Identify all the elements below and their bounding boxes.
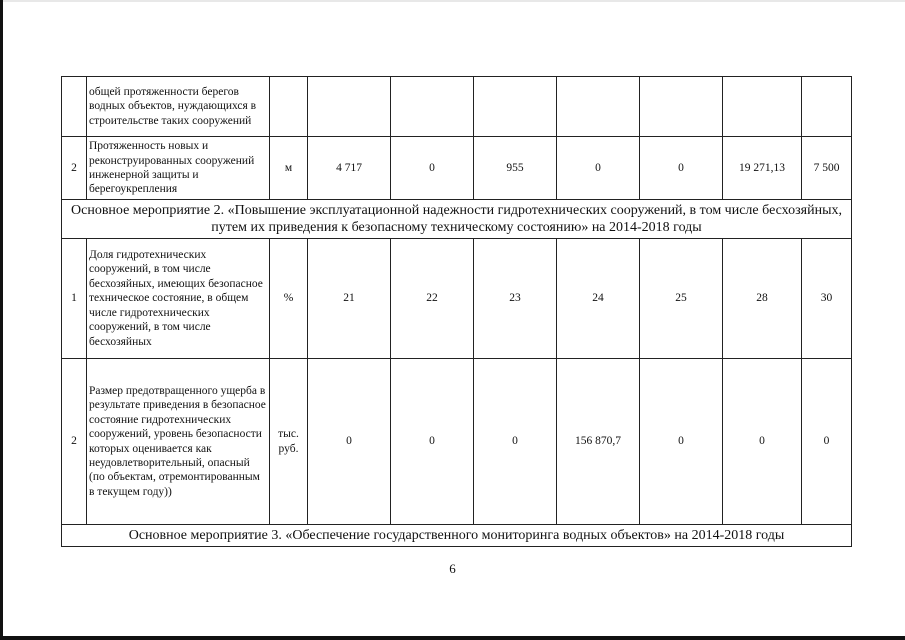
page-number: 6	[449, 561, 456, 576]
value-cell: 156 870,7	[557, 359, 640, 525]
scan-left-edge	[0, 0, 3, 640]
value-cell: 955	[474, 137, 557, 200]
value-cell: 0	[640, 359, 723, 525]
value-cell	[802, 77, 852, 137]
scan-top-shadow	[0, 0, 905, 2]
value-cell: 28	[723, 239, 802, 359]
value-cell: 19 271,13	[723, 137, 802, 200]
table-row	[62, 77, 852, 137]
value-cell: 0	[474, 359, 557, 525]
indicator-name: Протяженность новых и реконструированных сооружений инженерной защиты и берегоукрепления	[87, 137, 270, 200]
indicators-table	[61, 76, 852, 547]
value-cell	[723, 77, 802, 137]
value-cell: 7 500	[802, 137, 852, 200]
value-cell	[640, 77, 723, 137]
value-cell	[391, 77, 474, 137]
value-cell: 30	[802, 239, 852, 359]
value-cell: 23	[474, 239, 557, 359]
value-cell: 0	[391, 137, 474, 200]
indicator-name: общей протяженности берегов водных объектов, нуждающихся в строительстве таких сооружений	[87, 77, 270, 137]
section-heading-row	[62, 200, 852, 239]
value-cell: 25	[640, 239, 723, 359]
value-cell: 21	[308, 239, 391, 359]
section-heading: Основное мероприятие 3. «Обеспечение государственного мониторинга водных объектов» на 2014-2018 годы	[62, 525, 852, 547]
row-number: 2	[62, 359, 87, 525]
value-cell	[474, 77, 557, 137]
value-cell: 0	[308, 359, 391, 525]
value-cell: 0	[802, 359, 852, 525]
section-heading-row	[62, 525, 852, 547]
unit-cell: м	[270, 137, 308, 200]
row-number: 1	[62, 239, 87, 359]
indicator-name: Размер предотвращенного ущерба в результате приведения в безопасное состояние гидротехнических сооружений, уровень безопасности которых оценивается как неудовлетворительный, опасный (по объектам, отремонтированным в текущем году))	[87, 359, 270, 525]
value-cell: 0	[557, 137, 640, 200]
unit-cell	[270, 77, 308, 137]
value-cell: 0	[723, 359, 802, 525]
value-cell	[308, 77, 391, 137]
indicator-name: Доля гидротехнических сооружений, в том числе бесхозяйных, имеющих безопасное техническое состояние, в общем числе гидротехнических сооружений, в том числе бесхозяйных	[87, 239, 270, 359]
table-row	[62, 137, 852, 200]
value-cell: 0	[391, 359, 474, 525]
row-number: 2	[62, 137, 87, 200]
value-cell	[557, 77, 640, 137]
value-cell: 24	[557, 239, 640, 359]
section-heading: Основное мероприятие 2. «Повышение эксплуатационной надежности гидротехнических сооружений, в том числе бесхозяйных, путем их приведения к безопасному техническому состоянию» на 2014-2018 годы	[62, 200, 852, 239]
unit-cell: %	[270, 239, 308, 359]
row-number	[62, 77, 87, 137]
value-cell: 22	[391, 239, 474, 359]
table-row	[62, 239, 852, 359]
value-cell: 0	[640, 137, 723, 200]
table-row	[62, 359, 852, 525]
value-cell: 4 717	[308, 137, 391, 200]
unit-cell: тыс. руб.	[270, 359, 308, 525]
scan-bottom-edge	[0, 636, 905, 640]
